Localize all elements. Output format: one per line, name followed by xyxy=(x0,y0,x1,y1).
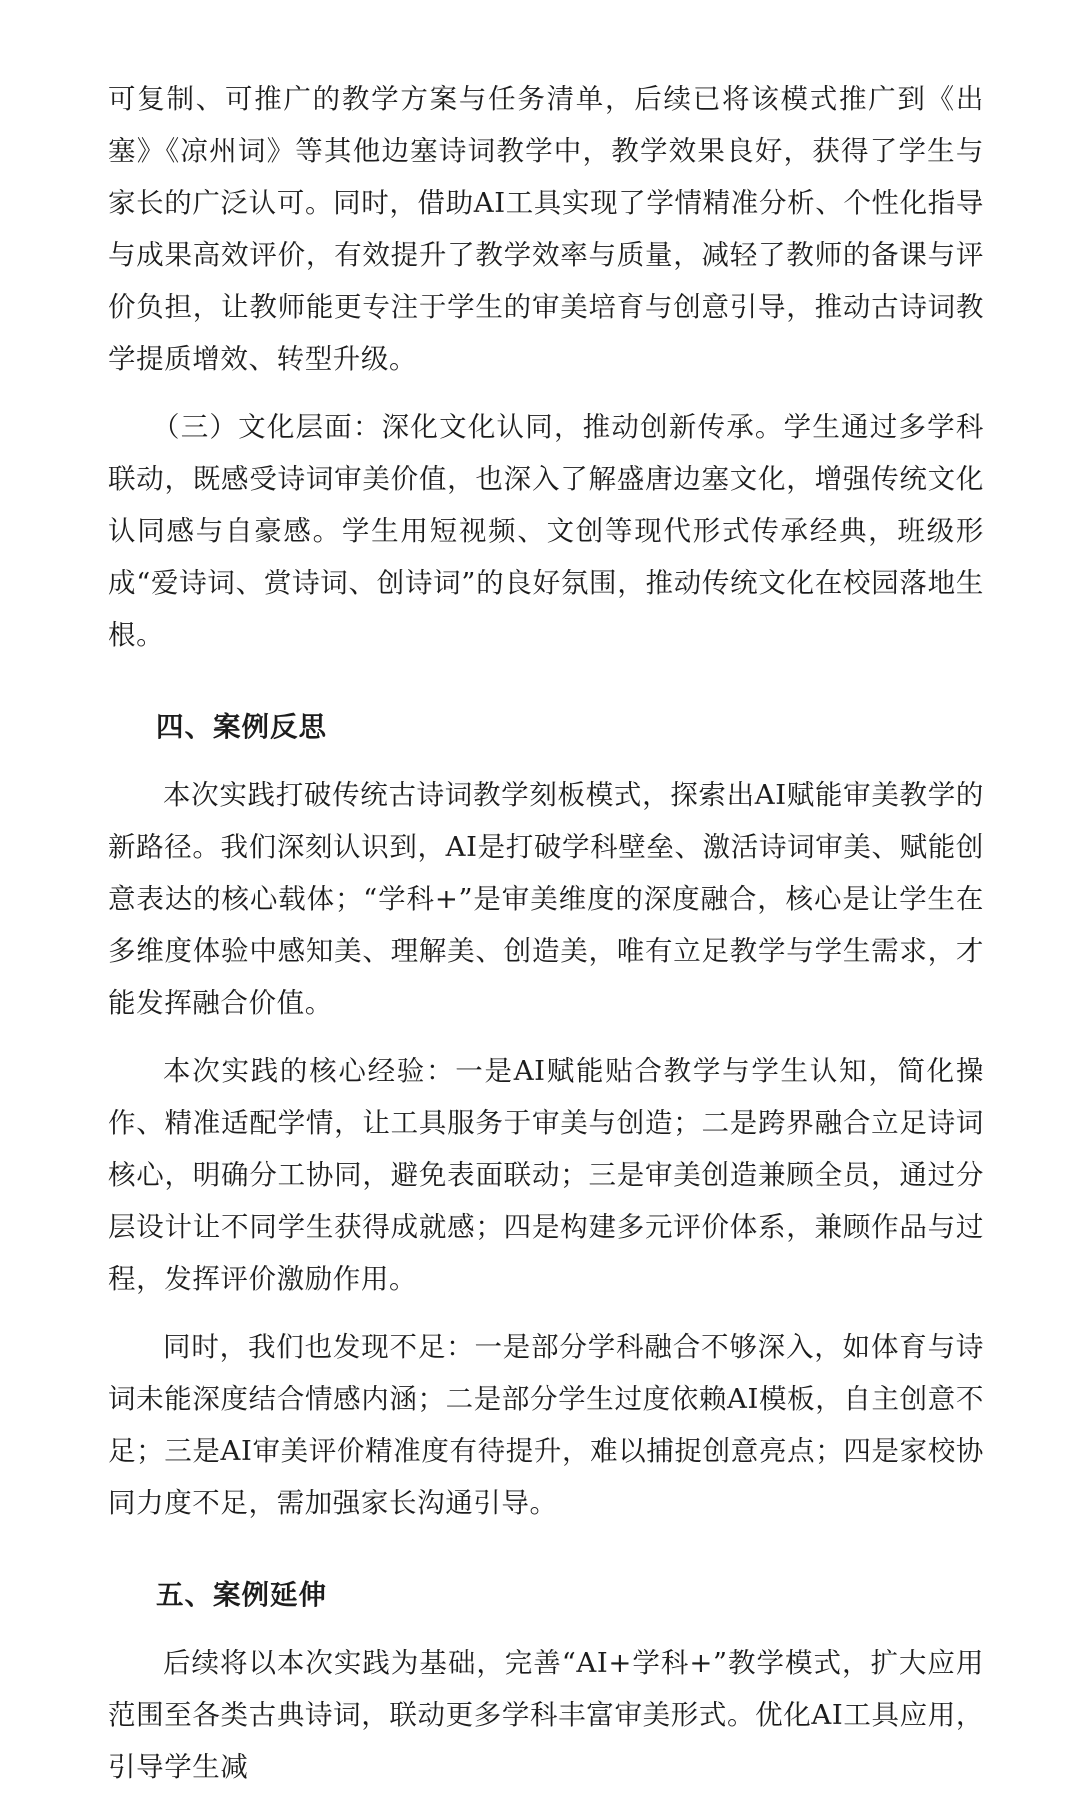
opening-paragraph: 可复制、可推广的教学方案与任务清单，后续已将该模式推广到《出塞》《凉州词》等其他边塞诗词教学中，教学效果良好，获得了学生与家长的广泛认可。同时，借助AI工具实现了学情精准分析、个性化指导与成果高效评价，有效提升了教学效率与质量，减轻了教师的备课与评价负担，让教师能更专注于学生的审美培育与创意引导，推动古诗词教学提质增效、转型升级。 xyxy=(108,83,984,375)
reflection-paragraph-3: 同时，我们也发现不足：一是部分学科融合不够深入，如体育与诗词未能深度结合情感内涵；二是部分学生过度依赖AI模板，自主创意不足；三是AI审美评价精准度有待提升，难以捕捉创意亮点；四是家校协同力度不足，需加强家长沟通引导。 xyxy=(108,1331,984,1519)
section-heading-reflection: 四、案例反思 xyxy=(156,711,327,743)
reflection-paragraph-2: 本次实践的核心经验：一是AI赋能贴合教学与学生认知，简化操作、精准适配学情，让工具服务于审美与创造；二是跨界融合立足诗词核心，明确分工协同，避免表面联动；三是审美创造兼顾全员，通过分层设计让不同学生获得成就感；四是构建多元评价体系，兼顾作品与过程，发挥评价激励作用。 xyxy=(108,1055,984,1295)
section-heading-extension: 五、案例延伸 xyxy=(156,1579,327,1611)
extension-paragraph-1: 后续将以本次实践为基础，完善“AI+学科+”教学模式，扩大应用范围至各类古典诗词，联动更多学科丰富审美形式。优化AI工具应用，引导学生减 xyxy=(108,1647,984,1783)
culture-paragraph: （三）文化层面：深化文化认同，推动创新传承。学生通过多学科联动，既感受诗词审美价值，也深入了解盛唐边塞文化，增强传统文化认同感与自豪感。学生用短视频、文创等现代形式传承经典，班级形成“爱诗词、赏诗词、创诗词”的良好氛围，推动传统文化在校园落地生根。 xyxy=(108,411,984,651)
reflection-paragraph-1: 本次实践打破传统古诗词教学刻板模式，探索出AI赋能审美教学的新路径。我们深刻认识到，AI是打破学科壁垒、激活诗词审美、赋能创意表达的核心载体；“学科+”是审美维度的深度融合，核心是让学生在多维度体验中感知美、理解美、创造美，唯有立足教学与学生需求，才能发挥融合价值。 xyxy=(108,779,984,1019)
